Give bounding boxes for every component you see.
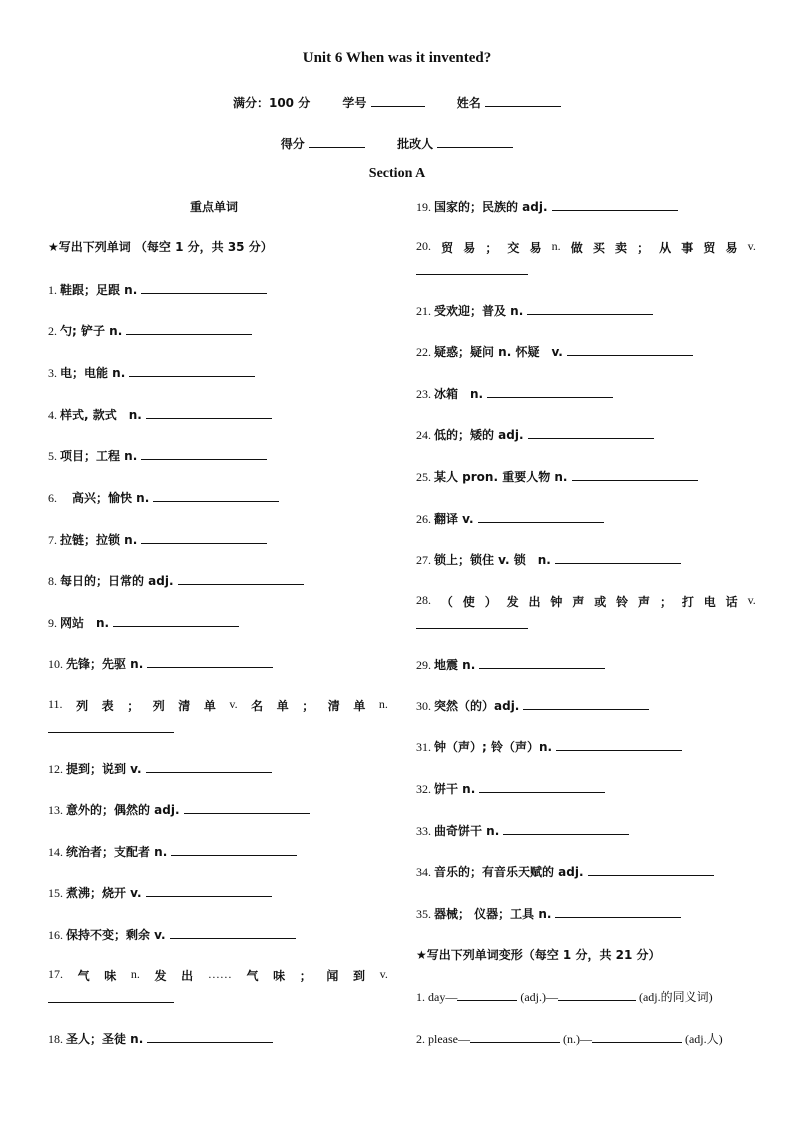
item-text-part: 声 — [638, 595, 651, 609]
vocab-item — [416, 343, 693, 360]
item-text-part: v. — [379, 967, 388, 981]
item-text-part: 贸 — [703, 241, 716, 255]
form-item — [416, 1030, 723, 1047]
item-number: 17. — [48, 967, 63, 981]
vocab-item — [416, 468, 698, 485]
item-text: 低的；矮的 adj. — [434, 428, 524, 442]
item-text-part: 贸 — [441, 241, 454, 255]
score-field[interactable] — [281, 135, 365, 152]
vocab-item — [48, 322, 252, 339]
answer-blank[interactable] — [48, 732, 174, 733]
item-text: 钟（声）; 铃（声）n. — [434, 740, 553, 754]
item-number: 9. — [48, 616, 60, 630]
item-text: 锁上；锁住 v. 锁 n. — [434, 553, 551, 567]
item-number: 12. — [48, 762, 66, 776]
item-number: 2. — [416, 1032, 428, 1046]
item-text-part: n. — [378, 697, 388, 711]
part2-heading: ★写出下列单词变形（每空 1 分，共 21 分） — [416, 948, 661, 962]
answer-blank[interactable] — [178, 574, 304, 585]
item-text: 国家的；民族的 adj. — [434, 200, 548, 214]
item-number: 7. — [48, 533, 60, 547]
answer-blank[interactable] — [129, 366, 255, 377]
answer-blank[interactable] — [147, 1032, 273, 1043]
vocab-item — [48, 614, 239, 631]
answer-blank[interactable] — [503, 824, 629, 835]
vocab-item — [48, 406, 272, 423]
item-text-part: ； — [127, 699, 140, 713]
answer-blank[interactable] — [147, 657, 273, 668]
item-text: 煮沸；烧开 v. — [66, 886, 142, 900]
answer-blank[interactable] — [527, 304, 653, 315]
item-text-part: 或 — [594, 595, 607, 609]
item-number: 5. — [48, 449, 60, 463]
left-heading: 重点单词 — [190, 200, 239, 214]
form-word: please— — [428, 1032, 470, 1046]
item-number: 13. — [48, 803, 66, 817]
answer-blank[interactable] — [556, 740, 682, 751]
answer-blank[interactable] — [457, 990, 517, 1001]
item-number: 15. — [48, 886, 66, 900]
form-hint: (n.)— — [562, 1032, 592, 1046]
answer-blank[interactable] — [113, 616, 239, 627]
item-text-part: 电 — [703, 595, 716, 609]
form-hint: (adj.人) — [684, 1032, 723, 1046]
item-text-part: 名 — [251, 699, 264, 713]
answer-blank[interactable] — [479, 658, 605, 669]
item-text-part: 事 — [681, 241, 694, 255]
answer-blank[interactable] — [592, 1032, 682, 1043]
vocab-item — [48, 447, 267, 464]
item-text-part: 表 — [101, 699, 114, 713]
vocab-item — [416, 780, 605, 797]
answer-blank[interactable] — [184, 803, 310, 814]
item-text-part: 清 — [178, 699, 191, 713]
item-text: 翻译 v. — [434, 512, 474, 526]
answer-blank[interactable] — [567, 345, 693, 356]
item-number: 4. — [48, 408, 60, 422]
vocab-item — [416, 593, 756, 610]
vocab-item — [416, 656, 605, 673]
item-text-part: 单 — [276, 699, 289, 713]
item-text-part: ； — [659, 595, 672, 609]
answer-blank[interactable] — [170, 928, 296, 939]
item-number: 29. — [416, 658, 434, 672]
vocab-item — [48, 843, 297, 860]
item-text: 突然（的）adj. — [434, 699, 520, 713]
item-text-part: 易 — [463, 241, 476, 255]
item-text-part: 交 — [507, 241, 520, 255]
item-text: 勺; 铲子 n. — [60, 324, 123, 338]
answer-blank[interactable] — [528, 428, 654, 439]
item-text-part: 铃 — [616, 595, 629, 609]
item-text-part: 话 — [725, 595, 738, 609]
item-text-part: 声 — [572, 595, 585, 609]
vocab-item — [416, 738, 682, 755]
item-number: 1. — [48, 283, 60, 297]
form-hint: (adj.的同义词) — [638, 990, 713, 1004]
answer-blank[interactable] — [153, 491, 279, 502]
full-score: 满分：100 分 — [232, 96, 311, 110]
item-text: 网站 n. — [60, 616, 110, 630]
item-text: 疑惑；疑问 n. 怀疑 v. — [434, 345, 563, 359]
item-text: 曲奇饼干 n. — [434, 824, 500, 838]
vocab-item — [48, 801, 310, 818]
item-text-part: 味 — [104, 969, 117, 983]
item-number: 27. — [416, 553, 434, 567]
vocab-item — [48, 572, 304, 589]
answer-blank[interactable] — [558, 990, 636, 1001]
item-number: 24. — [416, 428, 434, 442]
item-text-part: 单 — [203, 699, 216, 713]
item-text: 高兴；愉快 n. — [60, 491, 150, 505]
item-text-part: 买 — [592, 241, 605, 255]
item-text-part: n. — [130, 967, 140, 981]
meta-line-2 — [0, 135, 794, 152]
vocab-item — [48, 967, 388, 984]
item-text: 先锋；先驱 n. — [66, 657, 144, 671]
item-text: 饼干 n. — [434, 782, 476, 796]
answer-blank[interactable] — [523, 699, 649, 710]
answer-blank[interactable] — [141, 283, 267, 294]
item-number: 33. — [416, 824, 434, 838]
score-label: 得分 — [280, 137, 305, 151]
item-text: 意外的；偶然的 adj. — [66, 803, 180, 817]
item-text-part: n. — [551, 239, 561, 253]
item-number: 22. — [416, 345, 434, 359]
meta-line-1 — [0, 94, 794, 111]
item-text: 项目；工程 n. — [60, 449, 138, 463]
item-text: 鞋跟；足跟 n. — [60, 283, 138, 297]
item-text: 拉链；拉锁 n. — [60, 533, 138, 547]
item-text-part: v. — [747, 239, 756, 253]
item-text: 电；电能 n. — [60, 366, 126, 380]
item-number: 20. — [416, 239, 431, 253]
item-text-part: ； — [302, 699, 315, 713]
item-text: 保持不变；剩余 v. — [66, 928, 166, 942]
item-text-part: 出 — [528, 595, 541, 609]
item-text-part: ） — [484, 595, 497, 609]
vocab-item — [48, 655, 273, 672]
form-word: day— — [428, 990, 458, 1004]
item-number: 26. — [416, 512, 434, 526]
student-no-field[interactable] — [342, 94, 424, 111]
item-number: 32. — [416, 782, 434, 796]
item-text: 音乐的；有音乐天赋的 adj. — [434, 865, 584, 879]
item-text-part: 做 — [570, 241, 583, 255]
item-number: 8. — [48, 574, 60, 588]
item-number: 10. — [48, 657, 66, 671]
item-text-part: 气 — [77, 969, 90, 983]
answer-blank[interactable] — [552, 200, 678, 211]
item-text-part: 从 — [659, 241, 672, 255]
item-number: 35. — [416, 907, 434, 921]
vocab-item — [48, 1030, 273, 1047]
vocab-item — [416, 551, 681, 568]
name-label: 姓名 — [456, 96, 481, 110]
vocab-item — [416, 426, 654, 443]
answer-blank[interactable] — [146, 762, 272, 773]
item-text-part: ； — [637, 241, 650, 255]
item-text-part: ； — [485, 241, 498, 255]
answer-blank[interactable] — [588, 865, 714, 876]
item-text: 每日的；日常的 adj. — [60, 574, 174, 588]
answer-blank[interactable] — [479, 782, 605, 793]
item-number: 28. — [416, 593, 431, 607]
vocab-item — [416, 302, 653, 319]
item-number: 18. — [48, 1032, 66, 1046]
item-text-part: …… — [207, 967, 232, 981]
answer-blank[interactable] — [146, 886, 272, 897]
item-text: 器械； 仪器；工具 n. — [434, 907, 552, 921]
vocab-item — [48, 760, 272, 777]
item-text-part: 闻 — [326, 969, 339, 983]
item-text-part: 味 — [273, 969, 286, 983]
item-text: 样式, 款式 n. — [60, 408, 142, 422]
item-number: 19. — [416, 200, 434, 214]
item-text-part: 打 — [681, 595, 694, 609]
answer-blank[interactable] — [141, 533, 267, 544]
grader-field[interactable] — [397, 135, 513, 152]
item-number: 23. — [416, 387, 434, 401]
vocab-item — [416, 239, 756, 256]
item-number: 16. — [48, 928, 66, 942]
vocab-item — [416, 697, 649, 714]
item-text-part: 单 — [353, 699, 366, 713]
vocab-item — [416, 510, 604, 527]
answer-blank[interactable] — [416, 274, 528, 275]
item-text-part: 清 — [327, 699, 340, 713]
answer-blank[interactable] — [487, 387, 613, 398]
item-text-part: 易 — [529, 241, 542, 255]
item-text-part: 列 — [152, 699, 165, 713]
vocab-item — [416, 385, 613, 402]
item-text-part: 气 — [246, 969, 259, 983]
item-number: 30. — [416, 699, 434, 713]
item-number: 3. — [48, 366, 60, 380]
answer-blank[interactable] — [555, 907, 681, 918]
grader-label: 批改人 — [397, 137, 434, 151]
item-number: 6. — [48, 491, 60, 505]
part1-heading: ★写出下列单词 （每空 1 分，共 35 分） — [48, 240, 273, 254]
vocab-item — [416, 863, 714, 880]
item-text: 统治者；支配者 n. — [66, 845, 168, 859]
vocab-item — [48, 884, 272, 901]
item-text-part: 钟 — [550, 595, 563, 609]
item-number: 34. — [416, 865, 434, 879]
answer-blank[interactable] — [470, 1032, 560, 1043]
answer-blank[interactable] — [126, 324, 252, 335]
vocab-item — [48, 926, 296, 943]
item-text-part: （ — [440, 595, 453, 609]
answer-blank[interactable] — [141, 449, 267, 460]
student-no-label: 学号 — [342, 96, 367, 110]
item-text: 地震 n. — [434, 658, 476, 672]
item-number: 2. — [48, 324, 60, 338]
answer-blank[interactable] — [555, 553, 681, 564]
section-heading: Section A — [368, 166, 426, 181]
item-text-part: 发 — [506, 595, 519, 609]
item-text-part: 易 — [725, 241, 738, 255]
item-text-part: 卖 — [614, 241, 627, 255]
item-number: 31. — [416, 740, 434, 754]
item-text-part: 列 — [76, 699, 89, 713]
vocab-item — [48, 364, 255, 381]
item-text-part: 到 — [353, 969, 366, 983]
form-item — [416, 988, 713, 1005]
item-number: 1. — [416, 990, 428, 1004]
name-field[interactable] — [457, 94, 561, 111]
item-text-part: v. — [229, 697, 238, 711]
item-number: 25. — [416, 470, 434, 484]
answer-blank[interactable] — [171, 845, 297, 856]
item-number: 11. — [48, 697, 63, 711]
answer-blank[interactable] — [146, 408, 272, 419]
form-hint: (adj.)— — [520, 990, 558, 1004]
vocab-item — [416, 822, 629, 839]
item-text-part: 出 — [181, 969, 194, 983]
item-text: 某人 pron. 重要人物 n. — [434, 470, 568, 484]
answer-blank[interactable] — [48, 1002, 174, 1003]
vocab-item — [48, 697, 388, 714]
answer-blank[interactable] — [416, 628, 528, 629]
item-text: 圣人；圣徒 n. — [66, 1032, 144, 1046]
vocab-item — [416, 198, 678, 215]
item-text-part: v. — [747, 593, 756, 607]
item-text: 受欢迎；普及 n. — [434, 304, 524, 318]
vocab-item — [416, 905, 681, 922]
vocab-item — [48, 281, 267, 298]
answer-blank[interactable] — [478, 512, 604, 523]
item-text-part: 发 — [154, 969, 167, 983]
item-text-part: 使 — [462, 595, 475, 609]
item-number: 21. — [416, 304, 434, 318]
item-text: 冰箱 n. — [434, 387, 484, 401]
item-text: 提到；说到 v. — [66, 762, 142, 776]
vocab-item — [48, 489, 279, 506]
page-title: Unit 6 When was it invented? — [302, 50, 492, 66]
answer-blank[interactable] — [572, 470, 698, 481]
item-text-part: ； — [299, 969, 312, 983]
item-number: 14. — [48, 845, 66, 859]
vocab-item — [48, 531, 267, 548]
